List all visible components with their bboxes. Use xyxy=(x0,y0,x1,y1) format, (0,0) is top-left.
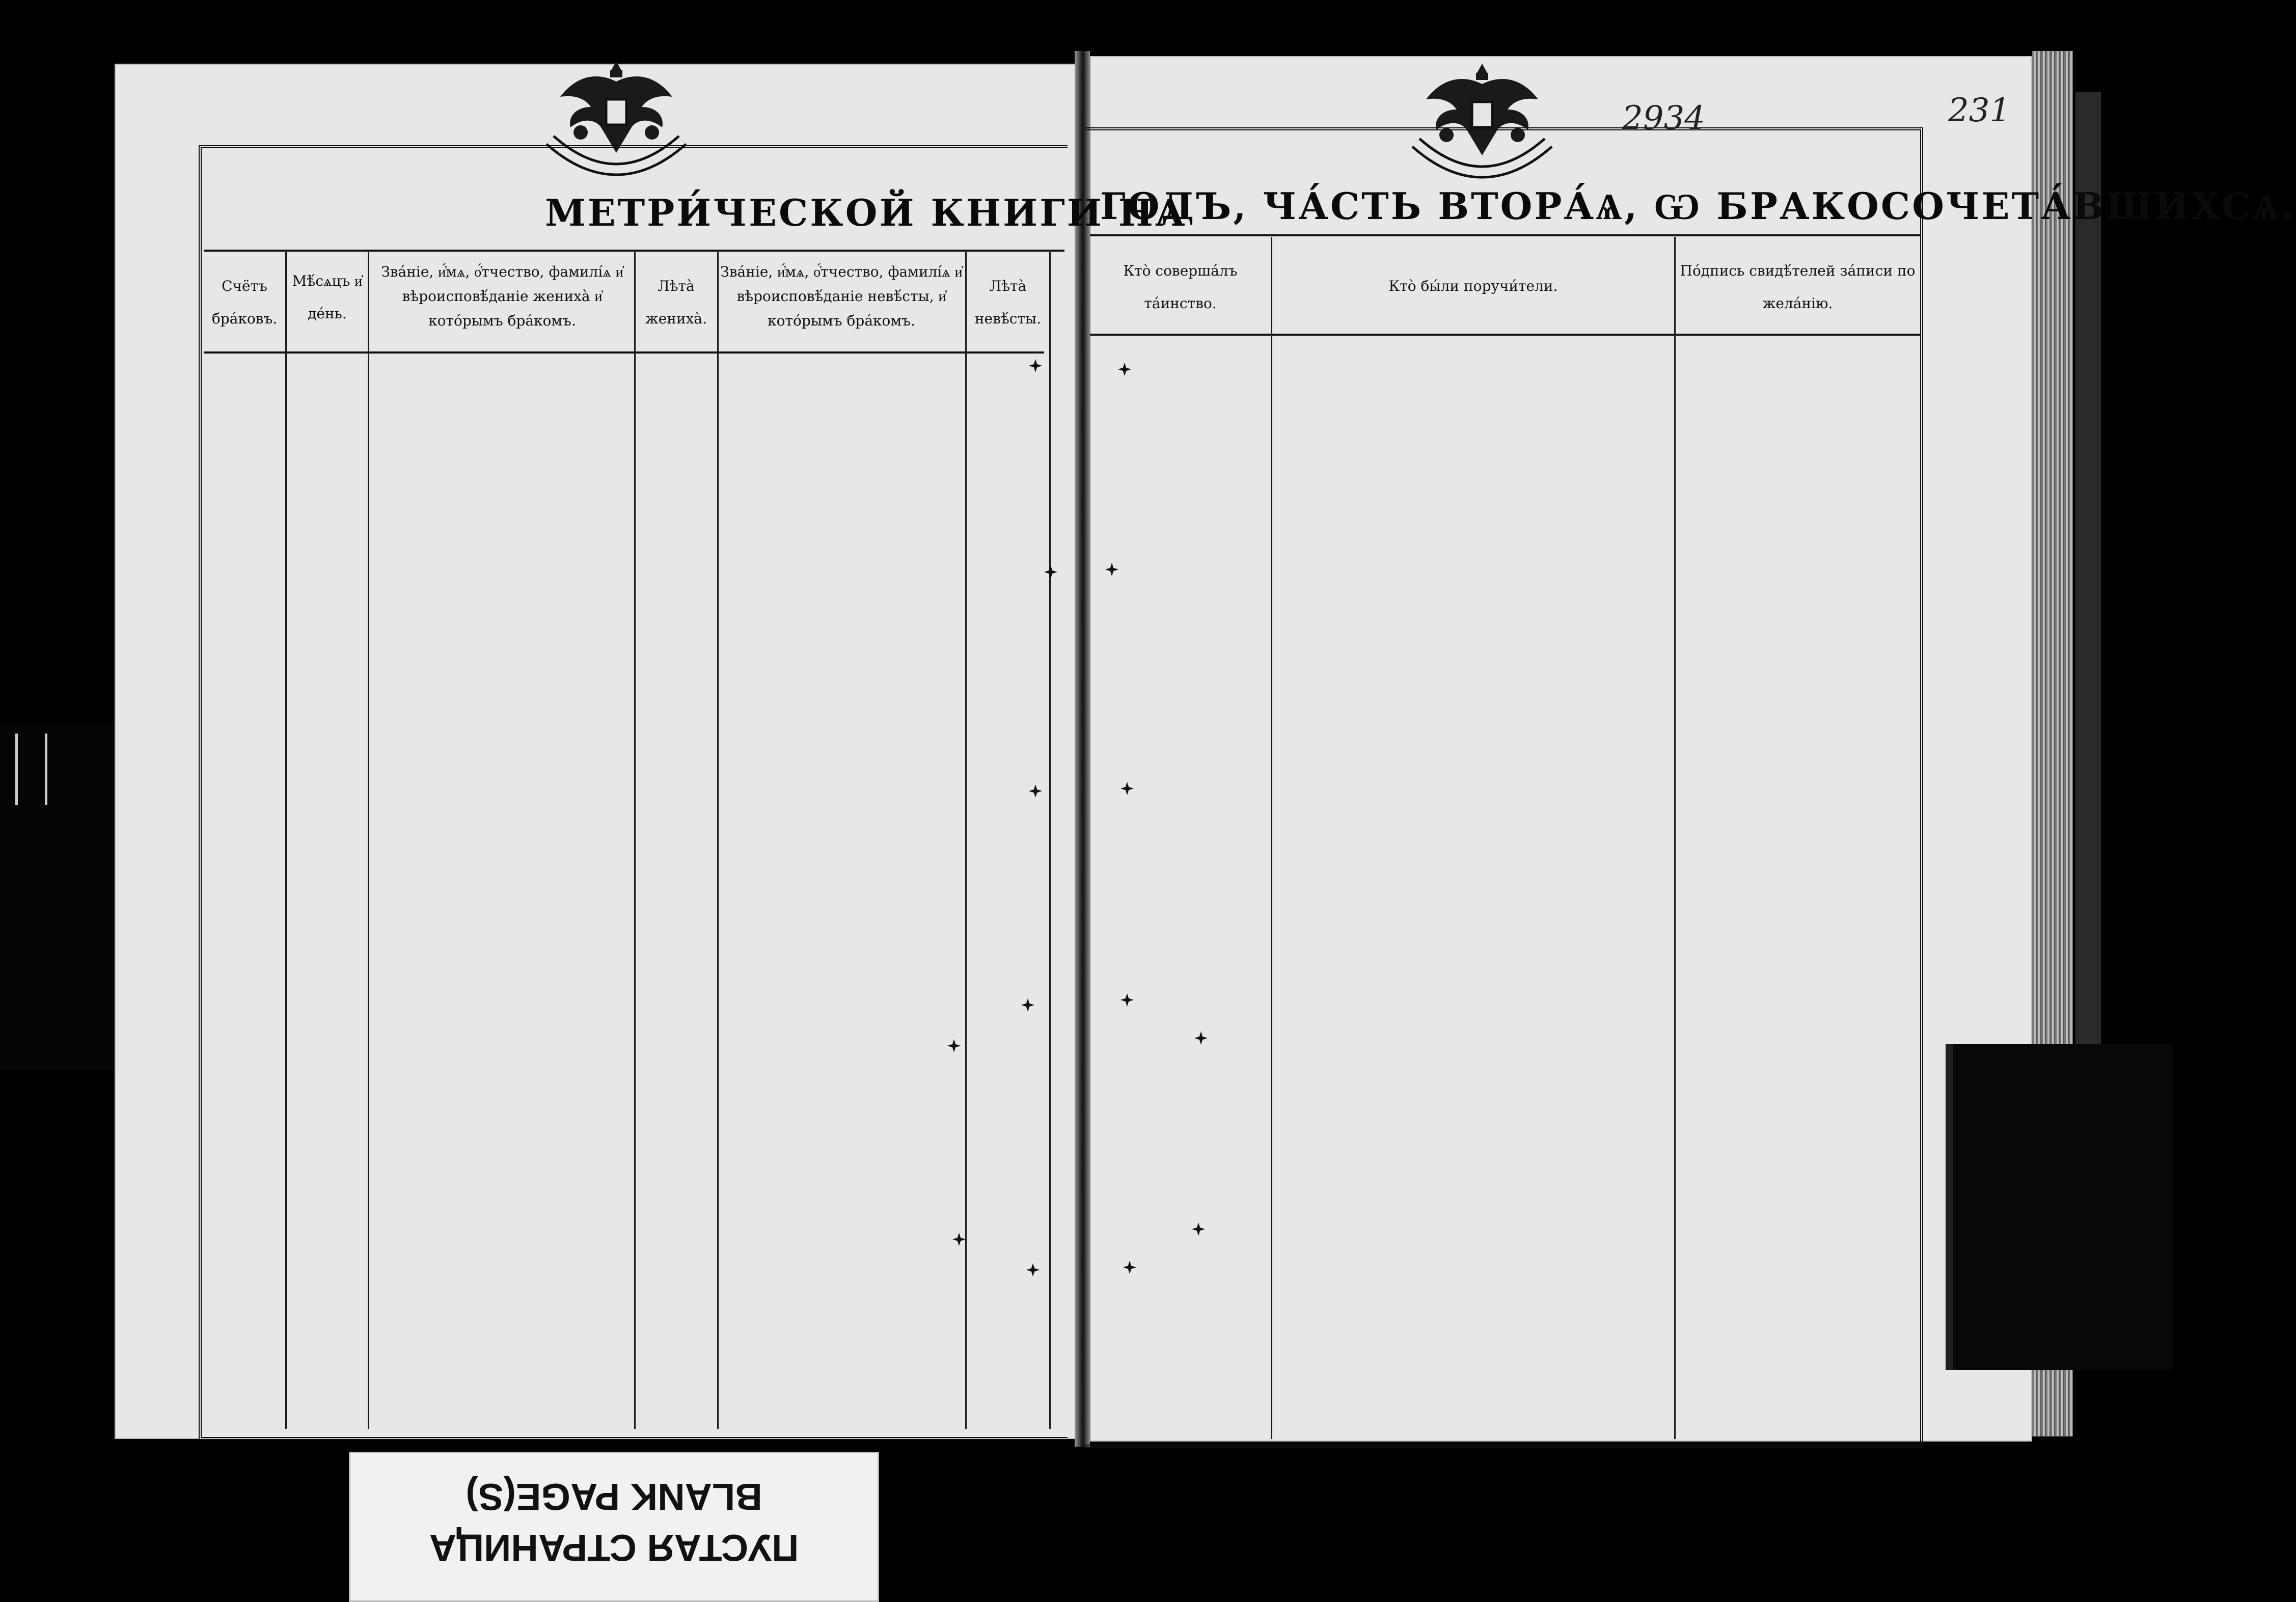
col-header-bride-age: Лѣта̀ невѣ́сты. xyxy=(974,278,1042,327)
book-title-right: ГОДЪ, ЧА́СТЬ ВТОРА́Ѧ, Ѡ БРАКОСОЧЕТА́ВШИХСѦ. xyxy=(1100,184,2296,228)
col-header-bride-details: Зва́ніе, и҆́мѧ, о҆́тчество, фамилі́ѧ и҆ вѣроисповѣ́даніе невѣ́сты, и҆ кото́рымъ бра́комъ. xyxy=(720,263,963,329)
header-bottom-rule-right xyxy=(1090,334,1920,336)
left-table-frame xyxy=(199,145,1068,1440)
folio-number: 231 xyxy=(1948,92,2011,129)
slip-line-ru: ПУСТАЯ СТРАНИЦА xyxy=(429,1527,799,1569)
header-top-rule-left xyxy=(204,250,1064,252)
col-header-witness-signature: По́дпись свидѣ́телей за́писи по жела́нію. xyxy=(1680,262,1916,312)
col-header-month-day: Мѣ́сѧцъ и҆ де́нь. xyxy=(292,273,363,322)
col-header-witnesses: Кто̀ бы́ли поручи́тели. xyxy=(1388,278,1558,294)
blank-page-slip xyxy=(349,1452,879,1602)
archive-number: 2934 xyxy=(1622,99,1705,137)
col-divider xyxy=(717,252,719,1429)
slip-line-en: BLANK PAGE(S) xyxy=(466,1476,762,1518)
right-binding-strip xyxy=(2075,92,2101,1060)
col-divider xyxy=(1049,252,1051,1429)
col-divider xyxy=(965,252,967,1429)
book-title-left: МЕТРИ́ЧЕСКОЙ КНИГИ НА xyxy=(545,191,1187,234)
col-divider xyxy=(634,252,636,1429)
header-bottom-rule-left xyxy=(204,351,1044,354)
col-header-officiant: Кто̀ соверша́лъ та́инство. xyxy=(1123,262,1238,312)
col-divider xyxy=(1674,237,1676,1439)
right-archive-tab xyxy=(1946,1044,2173,1370)
col-divider xyxy=(285,252,287,1429)
col-header-marriage-count: Счётъ бра́ковъ. xyxy=(211,278,278,327)
right-table-frame xyxy=(1085,127,1923,1448)
col-divider xyxy=(1271,237,1272,1439)
header-top-rule-right xyxy=(1090,234,1920,236)
col-header-groom-details: Зва́ніе, и҆́мѧ, о҆́тчество, фамилі́ѧ и҆ вѣроисповѣ́даніе жениха̀ и҆ кото́рымъ бра́комъ. xyxy=(381,263,623,329)
col-divider xyxy=(368,252,369,1429)
col-header-groom-age: Лѣта̀ жениха̀. xyxy=(645,278,707,327)
